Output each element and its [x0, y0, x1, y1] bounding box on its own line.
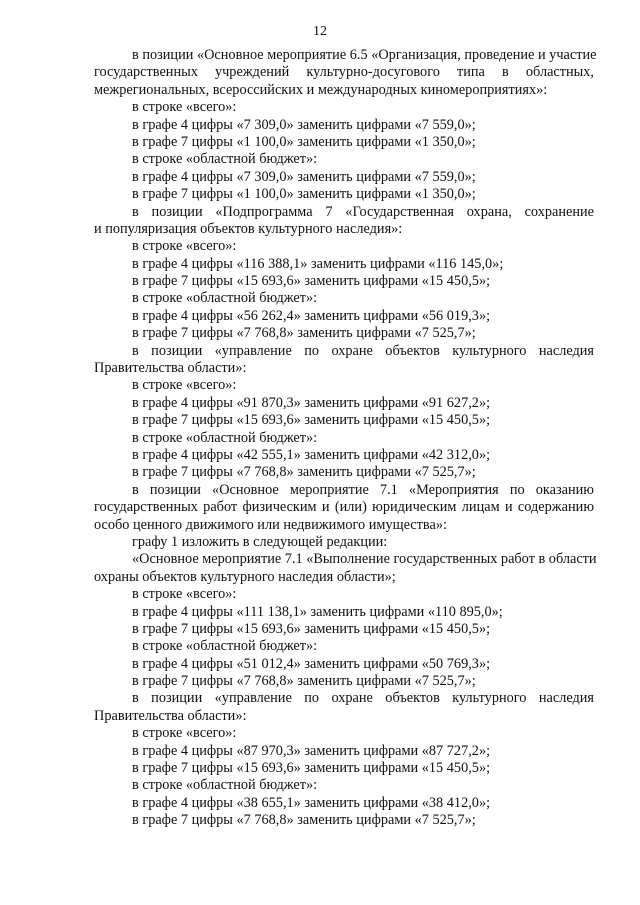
text-line: графу 1 изложить в следующей редакции: [132, 533, 388, 550]
text-line: в позиции «Основное мероприятие 7.1 «Мероприятия по оказанию [132, 481, 594, 498]
text-line: в позиции «Подпрограмма 7 «Государственная охрана, сохранение [132, 203, 594, 220]
text-line: в графе 4 цифры «116 388,1» заменить цифрами «116 145,0»; [132, 255, 504, 272]
text-line: в строке «всего»: [132, 238, 237, 255]
text-line: в графе 7 цифры «7 768,8» заменить цифрами «7 525,7»; [132, 325, 476, 342]
page-number: 12 [313, 24, 327, 39]
text-line: особо ценного движимого или недвижимого имущества»: [94, 516, 447, 533]
text-line: в графе 7 цифры «15 693,6» заменить цифрами «15 450,5»; [132, 620, 491, 637]
text-line: и популяризация объектов культурного наследия»: [94, 220, 403, 237]
text-line: в графе 4 цифры «111 138,1» заменить цифрами «110 895,0»; [132, 603, 503, 620]
text-line: в строке «всего»: [132, 725, 237, 742]
text-line: в позиции «управление по охране объектов культурного наследия [132, 690, 594, 707]
text-line: в позиции «управление по охране объектов культурного наследия [132, 342, 594, 359]
text-line: Правительства области»: [94, 360, 247, 377]
text-line: в графе 7 цифры «1 100,0» заменить цифрами «1 350,0»; [132, 186, 476, 203]
text-line: государственных работ физическим и (или) юридическим лицам и содержанию [94, 499, 594, 516]
text-line: в графе 7 цифры «7 768,8» заменить цифрами «7 525,7»; [132, 812, 476, 829]
text-line: в графе 7 цифры «15 693,6» заменить цифрами «15 450,5»; [132, 273, 491, 290]
text-line: в строке «областной бюджет»: [132, 151, 318, 168]
text-line: межрегиональных, всероссийских и международных киномероприятиях»: [94, 81, 548, 98]
text-line: «Основное мероприятие 7.1 «Выполнение государственных работ в области [132, 551, 597, 568]
text-line: в графе 4 цифры «7 309,0» заменить цифрами «7 559,0»; [132, 116, 476, 133]
text-line: в графе 4 цифры «56 262,4» заменить цифрами «56 019,3»; [132, 307, 491, 324]
text-line: в графе 7 цифры «15 693,6» заменить цифрами «15 450,5»; [132, 412, 491, 429]
text-line: в графе 4 цифры «91 870,3» заменить цифрами «91 627,2»; [132, 394, 491, 411]
text-line: в графе 7 цифры «15 693,6» заменить цифрами «15 450,5»; [132, 760, 491, 777]
text-line: в графе 4 цифры «38 655,1» заменить цифрами «38 412,0»; [132, 794, 491, 811]
text-line: Правительства области»: [94, 707, 247, 724]
text-line: в строке «всего»: [132, 99, 237, 116]
document-body [94, 47, 597, 830]
text-line: в графе 7 цифры «7 768,8» заменить цифрами «7 525,7»; [132, 464, 476, 481]
text-line: в строке «областной бюджет»: [132, 638, 318, 655]
text-line: в графе 4 цифры «87 970,3» заменить цифрами «87 727,2»; [132, 742, 491, 759]
text-line: в графе 7 цифры «1 100,0» заменить цифрами «1 350,0»; [132, 133, 476, 150]
text-line: в графе 7 цифры «7 768,8» заменить цифрами «7 525,7»; [132, 673, 476, 690]
text-line: в строке «областной бюджет»: [132, 429, 318, 446]
text-line: в строке «всего»: [132, 377, 237, 394]
text-line: в графе 4 цифры «42 555,1» заменить цифрами «42 312,0»; [132, 446, 491, 463]
text-line: в строке «всего»: [132, 586, 237, 603]
text-line: в строке «областной бюджет»: [132, 777, 318, 794]
text-line: охраны объектов культурного наследия области»; [94, 568, 396, 585]
text-line: в графе 4 цифры «51 012,4» заменить цифрами «50 769,3»; [132, 655, 491, 672]
text-line: в позиции «Основное мероприятие 6.5 «Организация, проведение и участие [132, 47, 597, 63]
text-line: в графе 4 цифры «7 309,0» заменить цифрами «7 559,0»; [132, 168, 476, 185]
text-line: государственных учреждений культурно-досугового типа в областных, [94, 64, 594, 81]
text-line: в строке «областной бюджет»: [132, 290, 318, 307]
